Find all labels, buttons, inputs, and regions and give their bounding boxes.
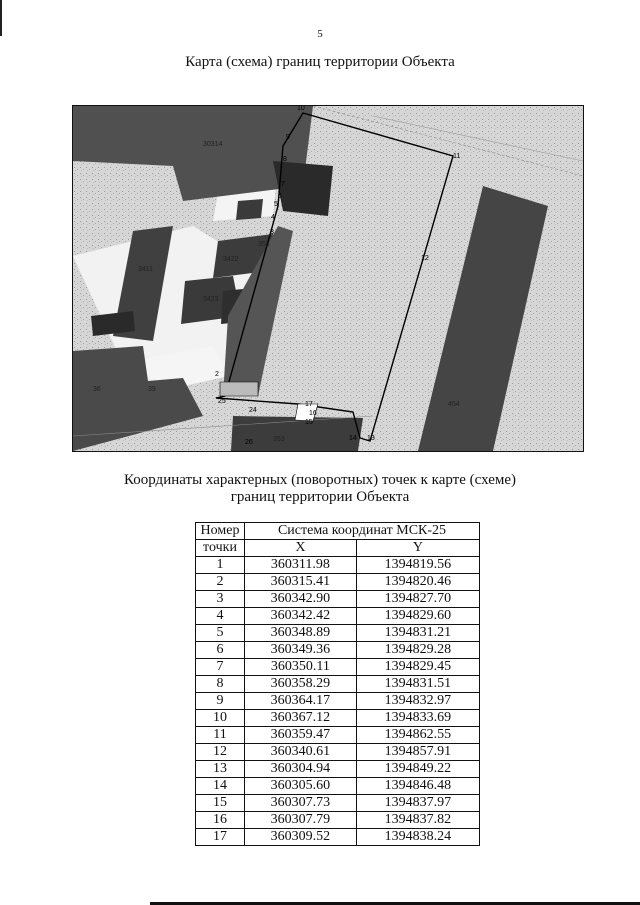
cell-x: 360350.11	[245, 659, 357, 676]
table-row	[196, 744, 480, 761]
cell-point-number: 9	[196, 693, 245, 710]
map-canvas	[73, 106, 583, 451]
point-label: 5	[274, 201, 278, 208]
cadastral-label: 3422	[223, 256, 239, 263]
table-row	[196, 693, 480, 710]
header-y: Y	[356, 540, 479, 557]
cell-x: 360309.52	[245, 829, 357, 846]
cell-y: 1394838.24	[356, 829, 479, 846]
point-label: 13	[367, 435, 375, 442]
map-title: Карта (схема) границ территории Объекта	[185, 54, 455, 70]
cell-x: 360304.94	[245, 761, 357, 778]
cell-point-number: 3	[196, 591, 245, 608]
cell-y: 1394857.91	[356, 744, 479, 761]
cell-x: 360307.73	[245, 795, 357, 812]
coordinates-title	[0, 472, 640, 506]
cell-x: 360348.89	[245, 625, 357, 642]
cell-y: 1394831.21	[356, 625, 479, 642]
cell-x: 360307.79	[245, 812, 357, 829]
cell-y: 1394849.22	[356, 761, 479, 778]
header-x: X	[245, 540, 357, 557]
cell-x: 360311.98	[245, 557, 357, 574]
point-label: 8	[283, 156, 287, 163]
territory-map	[72, 105, 584, 452]
table-row	[196, 710, 480, 727]
cell-x: 360364.17	[245, 693, 357, 710]
cell-point-number: 4	[196, 608, 245, 625]
cell-y: 1394846.48	[356, 778, 479, 795]
cell-point-number: 1	[196, 557, 245, 574]
page-number: 5	[317, 28, 323, 40]
point-label: 14	[349, 435, 357, 442]
header-point-number: Номер	[196, 523, 245, 540]
cell-y: 1394829.45	[356, 659, 479, 676]
point-label: 4	[271, 214, 275, 221]
cadastral-label: 30314	[203, 141, 223, 148]
table-row	[196, 642, 480, 659]
cadastral-label: 353	[258, 241, 270, 248]
building	[236, 199, 263, 220]
point-label: 9	[286, 134, 290, 141]
cadastral-label: 36	[93, 386, 101, 393]
point-label: 10	[297, 106, 305, 112]
cell-y: 1394833.69	[356, 710, 479, 727]
coordinates-title-line: границ территории Объекта	[230, 489, 410, 505]
point-label: 3	[270, 229, 274, 236]
table-row	[196, 812, 480, 829]
cell-point-number: 16	[196, 812, 245, 829]
table-row	[196, 676, 480, 693]
cell-x: 360340.61	[245, 744, 357, 761]
cell-x: 360358.29	[245, 676, 357, 693]
point-label: 24	[249, 407, 257, 414]
point-label: 16	[309, 410, 317, 417]
cell-point-number: 8	[196, 676, 245, 693]
point-label: 17	[305, 401, 313, 408]
cell-y: 1394819.56	[356, 557, 479, 574]
cell-y: 1394829.60	[356, 608, 479, 625]
cell-y: 1394862.55	[356, 727, 479, 744]
cell-point-number: 5	[196, 625, 245, 642]
cell-y: 1394837.82	[356, 812, 479, 829]
table-row	[196, 727, 480, 744]
cell-x: 360305.60	[245, 778, 357, 795]
cell-point-number: 6	[196, 642, 245, 659]
cell-point-number: 7	[196, 659, 245, 676]
boundary-cutout	[220, 382, 258, 396]
table-row	[196, 574, 480, 591]
cell-x: 360367.12	[245, 710, 357, 727]
cell-point-number: 11	[196, 727, 245, 744]
cell-y: 1394827.70	[356, 591, 479, 608]
table-row	[196, 625, 480, 642]
cadastral-label: 39	[148, 386, 156, 393]
coordinates-table	[195, 522, 480, 846]
cell-point-number: 2	[196, 574, 245, 591]
point-label: 12	[421, 255, 429, 262]
cell-point-number: 17	[196, 829, 245, 846]
table-row	[196, 591, 480, 608]
cell-y: 1394829.28	[356, 642, 479, 659]
cell-y: 1394832.97	[356, 693, 479, 710]
cadastral-label: 454	[448, 401, 460, 408]
cell-point-number: 14	[196, 778, 245, 795]
cell-x: 360349.36	[245, 642, 357, 659]
table-row	[196, 795, 480, 812]
table-row	[196, 608, 480, 625]
cadastral-label: 353	[273, 436, 285, 443]
cadastral-label: 3423	[203, 296, 219, 303]
header-point-number-2: точки	[196, 540, 245, 557]
header-coordinate-system: Система координат МСК-25	[245, 523, 480, 540]
cell-point-number: 13	[196, 761, 245, 778]
cell-y: 1394820.46	[356, 574, 479, 591]
point-label: 6	[278, 193, 282, 200]
cell-x: 360359.47	[245, 727, 357, 744]
point-label: 25	[218, 398, 226, 405]
point-label: 2	[215, 371, 219, 378]
point-label: 15	[305, 419, 313, 426]
cell-y: 1394831.51	[356, 676, 479, 693]
table-header-row	[196, 540, 480, 557]
cell-x: 360315.41	[245, 574, 357, 591]
point-label: 11	[453, 153, 461, 160]
cell-point-number: 12	[196, 744, 245, 761]
cell-y: 1394837.97	[356, 795, 479, 812]
cell-x: 360342.90	[245, 591, 357, 608]
point-label: 7	[281, 181, 285, 188]
table-row	[196, 761, 480, 778]
cadastral-label: 3411	[138, 266, 154, 273]
cell-point-number: 10	[196, 710, 245, 727]
coordinates-title-line: Координаты характерных (поворотных) точек к карте (схеме)	[124, 472, 516, 488]
table-row	[196, 829, 480, 846]
cell-x: 360342.42	[245, 608, 357, 625]
table-header-row	[196, 523, 480, 540]
point-label: 26	[245, 439, 253, 446]
table-row	[196, 659, 480, 676]
table-row	[196, 557, 480, 574]
cell-point-number: 15	[196, 795, 245, 812]
table-row	[196, 778, 480, 795]
